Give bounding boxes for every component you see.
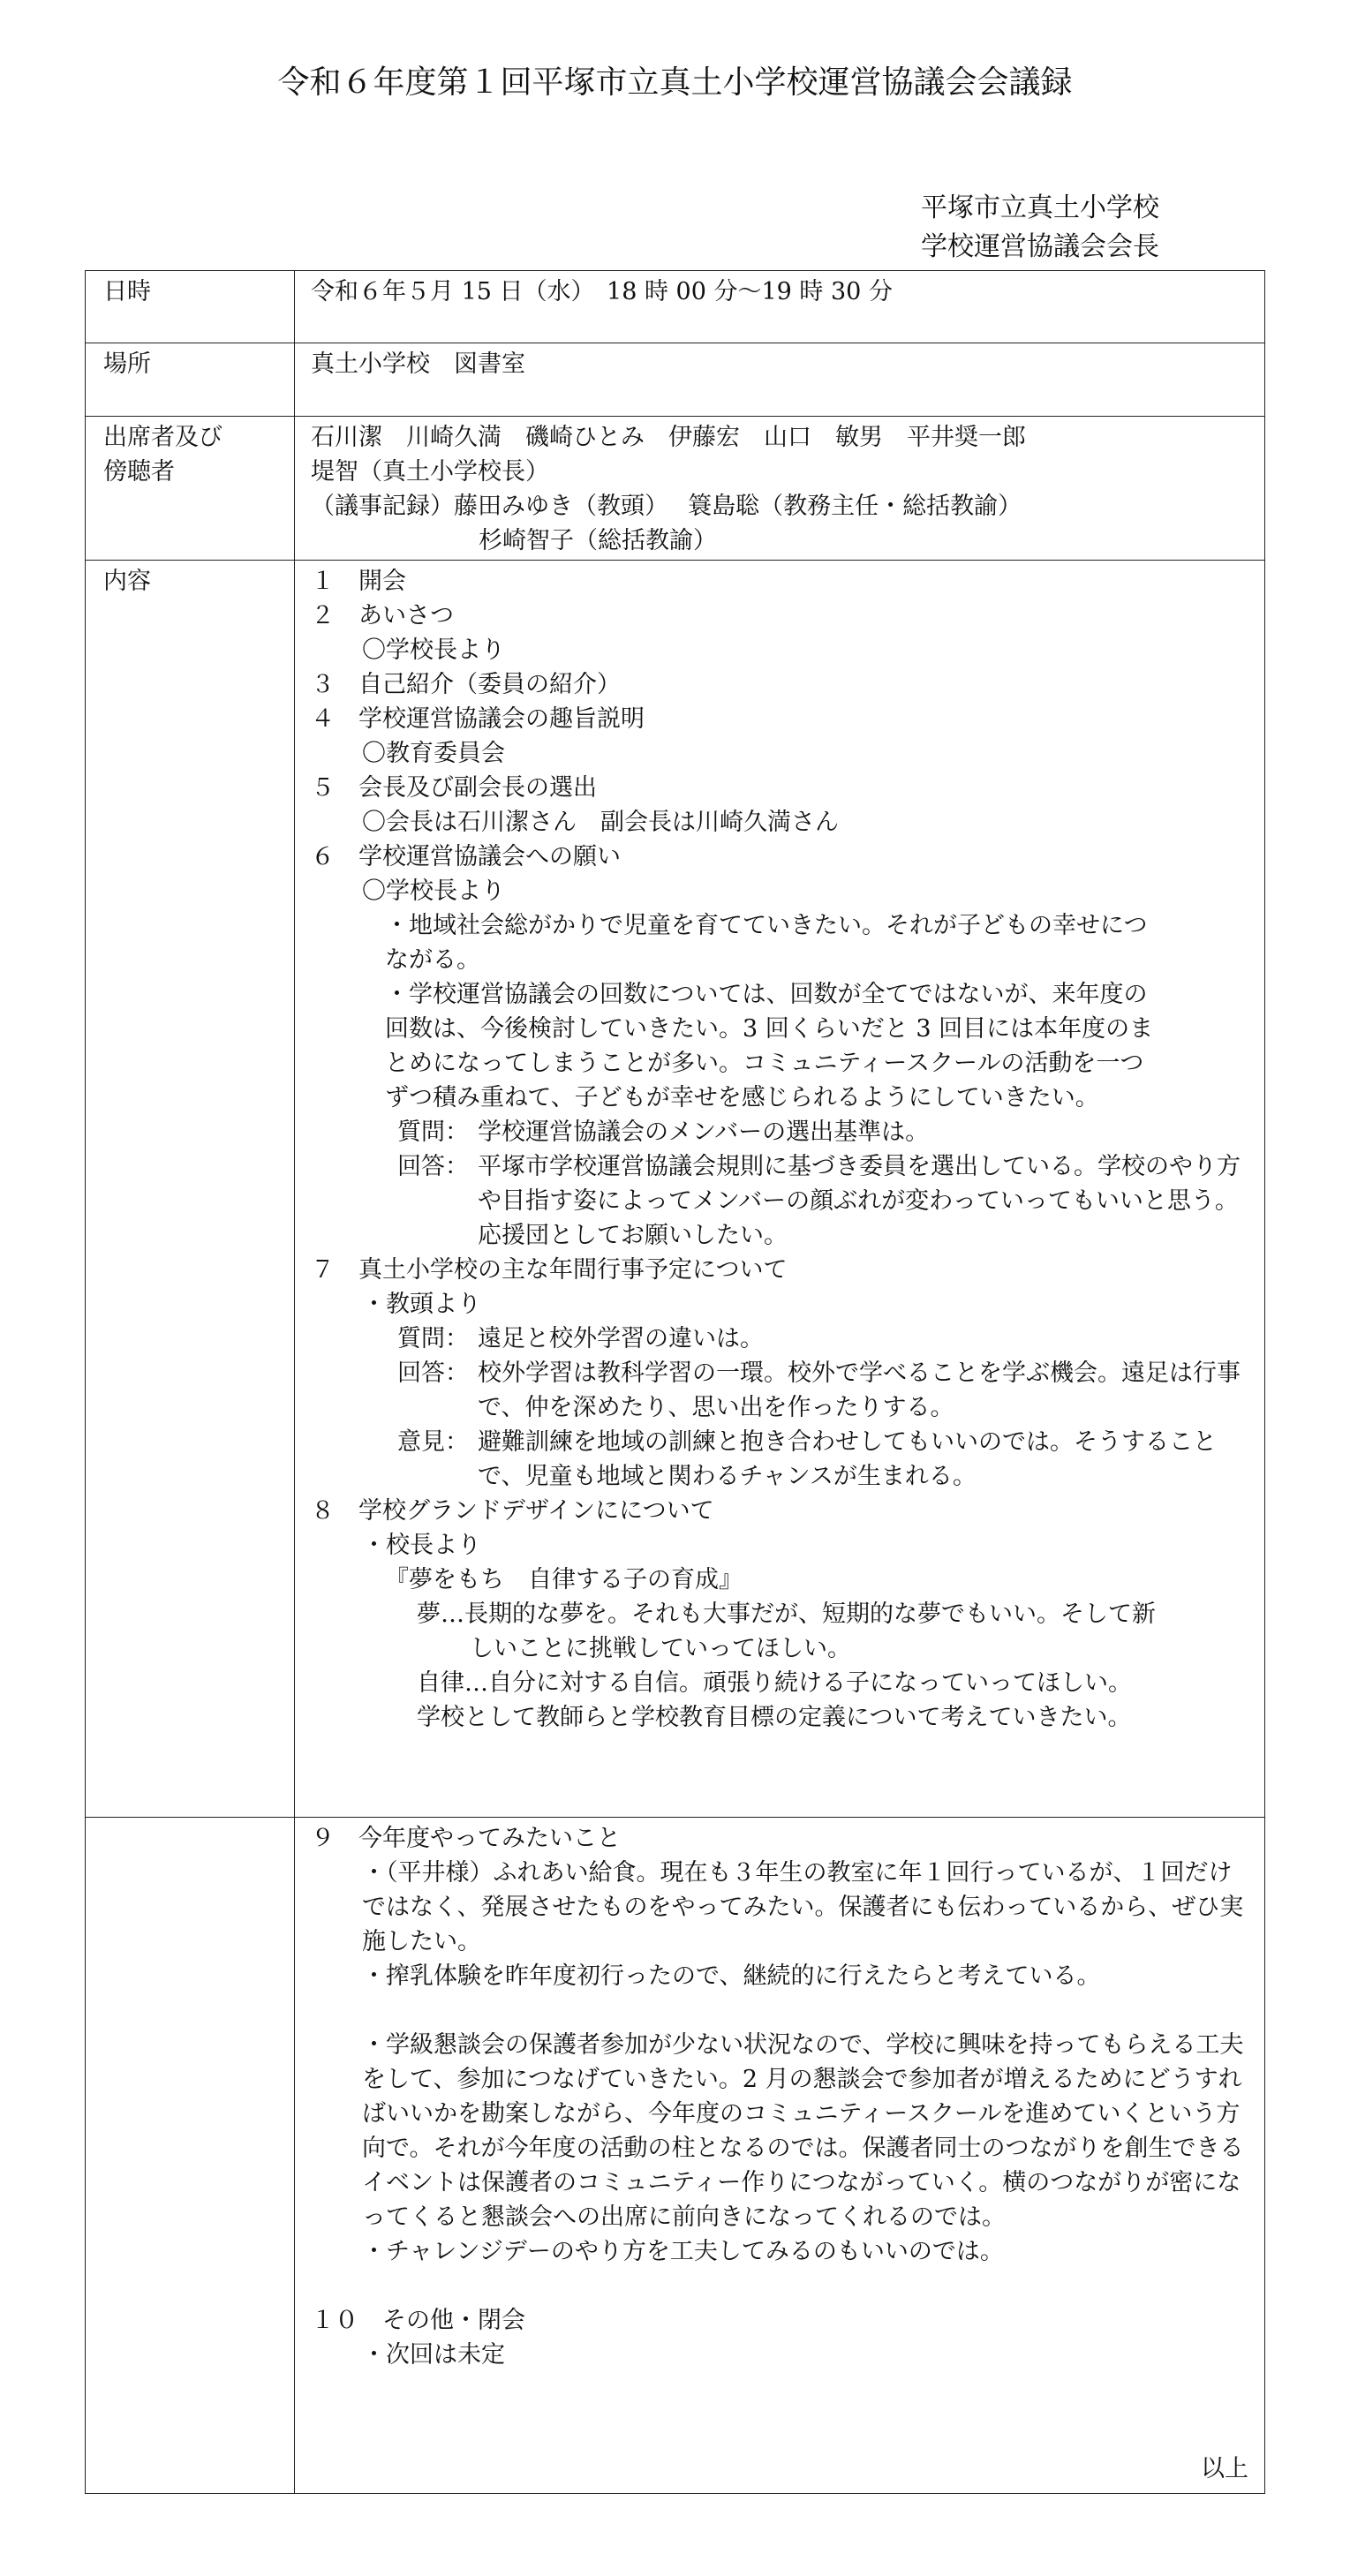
question-key: 質問： <box>397 1119 469 1146</box>
value-place: 真土小学校 図書室 <box>295 343 1265 417</box>
attendee-line: 杉崎智子（総括教諭） <box>479 527 717 554</box>
content-part-2 <box>295 1818 1265 2494</box>
section-6-text: 回数は、今後検討していきたい。3 回くらいだと 3 回目には本年度のま <box>385 1015 1154 1043</box>
opinion-key: 意見： <box>397 1428 469 1456</box>
value-datetime: 令和６年５月 15 日（水） 18 時 00 分～19 時 30 分 <box>295 271 1265 343</box>
section-4: ４ 学校運営協議会の趣旨説明 <box>311 705 645 733</box>
section-10-item: ・次回は未定 <box>362 2341 505 2369</box>
answer-key: 回答： <box>397 1360 469 1387</box>
section-8-text: しいことに挑戦していってほしい。 <box>470 1635 851 1662</box>
label-place: 場所 <box>86 343 295 417</box>
organization-school: 平塚市立真土小学校 <box>921 192 1159 223</box>
section-5-item: 〇会長は石川潔さん 副会長は川崎久満さん <box>362 809 839 836</box>
section-6: ６ 学校運営協議会への願い <box>311 843 621 870</box>
organization-role: 学校運営協議会会長 <box>921 231 1159 262</box>
label-content-empty <box>86 1818 295 2494</box>
section-8-text: 夢…長期的な夢を。それも大事だが、短期的な夢でもいい。そして新 <box>417 1601 1156 1628</box>
section-9-text: ・搾乳体験を昨年度初行ったので、継続的に行えたらと考えている。 <box>362 1962 1101 1990</box>
section-3: ３ 自己紹介（委員の紹介） <box>311 671 621 698</box>
section-6-text: ながる。 <box>385 946 480 974</box>
section-8: ８ 学校グランドデザインにについて <box>311 1497 714 1525</box>
section-6-text: ・学校運営協議会の回数については、回数が全てではないが、来年度の <box>385 981 1148 1008</box>
label-datetime: 日時 <box>86 271 295 343</box>
attendee-line: （議事記録）藤田みゆき（教頭） 簑島聡（教務主任・総括教諭） <box>311 493 1022 520</box>
section-2-item: 〇学校長より <box>362 636 505 664</box>
section-6-item: 〇学校長より <box>362 877 505 905</box>
attendee-line: 石川潔 川崎久満 磯崎ひとみ 伊藤宏 山口 敏男 平井奨一郎 <box>311 424 1026 451</box>
section-8-text: 自律…自分に対する自信。頑張り続ける子になっていってほしい。 <box>417 1669 1132 1697</box>
question <box>311 1115 1252 1149</box>
question <box>311 1322 1252 1356</box>
section-7: ７ 真土小学校の主な年間行事予定について <box>311 1256 788 1284</box>
label-attendees-line: 傍聴者 <box>103 458 175 486</box>
row-content <box>86 561 1265 1818</box>
section-4-item: 〇教育委員会 <box>362 740 505 767</box>
document-title: 令和６年度第１回平塚市立真土小学校運営協議会会議録 <box>277 64 1073 101</box>
section-9-text: ・学級懇談会の保護者参加が少ない状況なので、学校に興味を持ってもらえる工夫をして、参加につなげていきたい。2 月の懇談会で参加者が増えるためにどうすればいいかを勘案しながら、今年度のコミュニティースクールを進めていくという方向で。それが今年度の活動の柱となるのでは。保護者同士のつながりを創生できるイベントは保護者のコミュニティー作りにつながっていく。横のつながりが密になってくると懇談会への出席に前向きになってくれるのでは。 <box>362 2031 1244 2231</box>
section-1: １ 開会 <box>311 568 406 595</box>
question-text: 遠足と校外学習の違いは。 <box>478 1325 764 1352</box>
section-9: ９ 今年度やってみたいこと <box>311 1825 621 1852</box>
section-2: ２ あいさつ <box>311 602 454 629</box>
label-attendees <box>86 417 295 561</box>
organization-block <box>921 189 1159 267</box>
answer-key: 回答： <box>397 1153 469 1180</box>
section-8-slogan: 『夢をもち 自律する子の育成』 <box>385 1566 743 1593</box>
minutes-table <box>85 270 1265 2494</box>
closing-mark: 以上 <box>1201 2455 1248 2482</box>
content-part-1 <box>295 561 1265 1818</box>
section-10: １０ その他・閉会 <box>311 2307 525 2334</box>
section-6-text: ・地域社会総がかりで児童を育てていきたい。それが子どもの幸せにつ <box>385 912 1148 939</box>
section-8-text: 学校として教師らと学校教育目標の定義について考えていきたい。 <box>417 1704 1132 1731</box>
section-6-text: ずつ積み重ねて、子どもが幸せを感じられるようにしていきたい。 <box>385 1084 1099 1111</box>
section-9-text: ・（平井様）ふれあい給食。現在も３年生の教室に年１回行っているが、１回だけではなく、発展させたものをやってみたい。保護者にも伝わっているから、ぜひ実施したい。 <box>362 1859 1244 1955</box>
section-9-text: ・チャレンジデーのやり方を工夫してみるのもいいのでは。 <box>362 2238 1004 2265</box>
section-5: ５ 会長及び副会長の選出 <box>311 774 597 802</box>
section-7-item: ・教頭より <box>362 1291 481 1318</box>
row-datetime <box>86 271 1265 343</box>
row-place <box>86 343 1265 417</box>
question-text: 学校運営協議会のメンバーの選出基準は。 <box>478 1119 930 1146</box>
attendee-line: 堤智（真土小学校長） <box>311 458 549 486</box>
opinion <box>311 1425 1252 1494</box>
answer-text: 校外学習は教科学習の一環。校外で学べることを学ぶ機会。遠足は行事で、仲を深めたり、思い出を作ったりする。 <box>478 1360 1241 1421</box>
opinion-text: 避難訓練を地域の訓練と抱き合わせしてもいいのでは。そうすることで、児童も地域と関わるチャンスが生まれる。 <box>478 1428 1217 1490</box>
label-attendees-line: 出席者及び <box>103 424 222 451</box>
answer <box>311 1149 1252 1253</box>
value-attendees <box>295 417 1265 561</box>
answer <box>311 1356 1252 1425</box>
question-key: 質問： <box>397 1325 469 1352</box>
answer-text: 平塚市学校運営協議会規則に基づき委員を選出している。学校のやり方や目指す姿によってメンバーの顔ぶれが変わっていってもいいと思う。応援団としてお願いしたい。 <box>478 1153 1241 1249</box>
label-content: 内容 <box>86 561 295 1818</box>
section-8-item: ・校長より <box>362 1532 481 1559</box>
row-content-continued <box>86 1818 1265 2494</box>
section-6-text: とめになってしまうことが多い。コミュニティースクールの活動を一つ <box>385 1050 1144 1077</box>
row-attendees <box>86 417 1265 561</box>
